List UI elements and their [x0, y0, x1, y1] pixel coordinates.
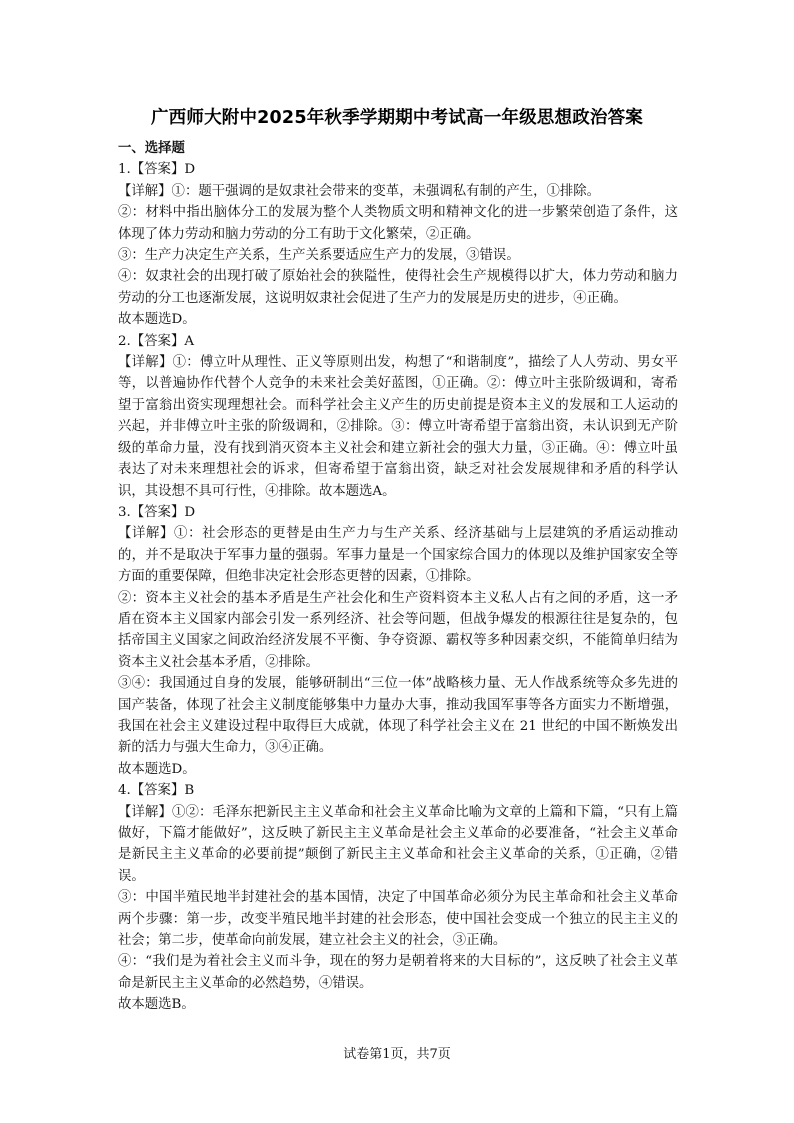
q3-conclusion: 故本题选D。: [118, 761, 196, 777]
q2-explanation-1: 【详解】①：傅立叶从理性、正义等原则出发，构想了“和谐制度”，描绘了人人劳动、男女平等，以普遍协作代替个人竞争的未来社会美好蓝图，①正确。②：傅立叶主张阶级调和，寄希望于富翁出资实现理想社会。而科学社会主义产生的历史前提是资本主义的发展和工人运动的兴起，并非傅立叶主张的阶级调和，②排除。③：傅立叶寄希望于富翁出资，未认识到无产阶级的革命力量，没有找到消灭资本主义社会和建立新社会的强大力量，③正确。④：傅立叶虽表达了对未来理想社会的诉求，但寄希望于富翁出资，缺乏对社会发展规律和矛盾的科学认识，其设想不具可行性，④排除。故本题选A。: [118, 355, 678, 499]
document-body: [118, 138, 678, 1016]
q3-explanation-2: ②：资本主义社会的基本矛盾是生产社会化和生产资料资本主义私人占有之间的矛盾，这一矛盾在资本主义国家内部会引发一系列经济、社会等问题，但战争爆发的根源往往是复杂的，包括帝国主义国家之间政治经济发展不平衡、争夺资源、霸权等多种因素交织，不能简单归结为资本主义社会基本矛盾，②排除。: [118, 590, 678, 670]
section-heading: 一、选择题: [118, 141, 185, 156]
q3-answer: 3.【答案】D: [118, 504, 196, 520]
q4-explanation-3: ④：“我们是为着社会主义而斗争，现在的努力是朝着将来的大目标的”，这反映了社会主义革命是新民主主义革命的必然趋势，④错误。: [118, 954, 678, 991]
document-title: 广西师大附中2025年秋季学期期中考试高一年级思想政治答案: [150, 108, 643, 128]
q1-answer: 1.【答案】D: [118, 162, 196, 178]
q3-explanation-1: 【详解】①：社会形态的更替是由生产力与生产关系、经济基础与上层建筑的矛盾运动推动的，并不是取决于军事力量的强弱。军事力量是一个国家综合国力的体现以及维护国家安全等方面的重要保障，但绝非决定社会形态更替的因素，①排除。: [118, 526, 678, 585]
q1-explanation-1: 【详解】①：题干强调的是奴隶社会带来的变革，未强调私有制的产生，①排除。: [118, 183, 601, 199]
q4-answer: 4.【答案】B: [118, 783, 195, 799]
q1-explanation-3: ③：生产力决定生产关系，生产关系要适应生产力的发展，③错误。: [118, 248, 520, 264]
q3-explanation-3: ③④：我国通过自身的发展，能够研制出“三位一体”战略核力量、无人作战系统等众多先进的国产装备，体现了社会主义制度能够集中力量办大事，推动我国军事等各方面实力不断增强，我国在社会主义建设过程中取得巨大成就，体现了科学社会主义在 21 世纪的中国不断焕发出新的活力与强大生命力，③④正确。: [118, 676, 678, 756]
q4-explanation-2: ③：中国半殖民地半封建社会的基本国情，决定了中国革命必须分为民主革命和社会主义革命两个步骤：第一步，改变半殖民地半封建的社会形态，使中国社会变成一个独立的民主主义的社会；第二步，使革命向前发展，建立社会主义的社会，③正确。: [118, 890, 678, 949]
q4-explanation-1: 【详解】①②：毛泽东把新民主主义革命和社会主义革命比喻为文章的上篇和下篇，“只有上篇做好，下篇才能做好”，这反映了新民主主义革命是社会主义革命的必要准备，“社会主义革命是新民主主义革命的必要前提”颠倒了新民主主义革命和社会主义革命的关系，①正确，②错误。: [118, 804, 678, 884]
q1-conclusion: 故本题选D。: [118, 312, 196, 328]
q1-explanation-4: ④：奴隶社会的出现打破了原始社会的狭隘性，使得社会生产规模得以扩大，体力劳动和脑力劳动的分工也逐渐发展，这说明奴隶社会促进了生产力的发展是历史的进步，④正确。: [118, 269, 678, 306]
q4-conclusion: 故本题选B。: [118, 997, 195, 1013]
page-footer: 试卷第1页，共7页: [343, 1047, 451, 1062]
q2-answer: 2.【答案】A: [118, 333, 195, 349]
q1-explanation-2: ②：材料中指出脑体分工的发展为整个人类物质文明和精神文化的进一步繁荣创造了条件，这体现了体力劳动和脑力劳动的分工有助于文化繁荣，②正确。: [118, 205, 678, 242]
